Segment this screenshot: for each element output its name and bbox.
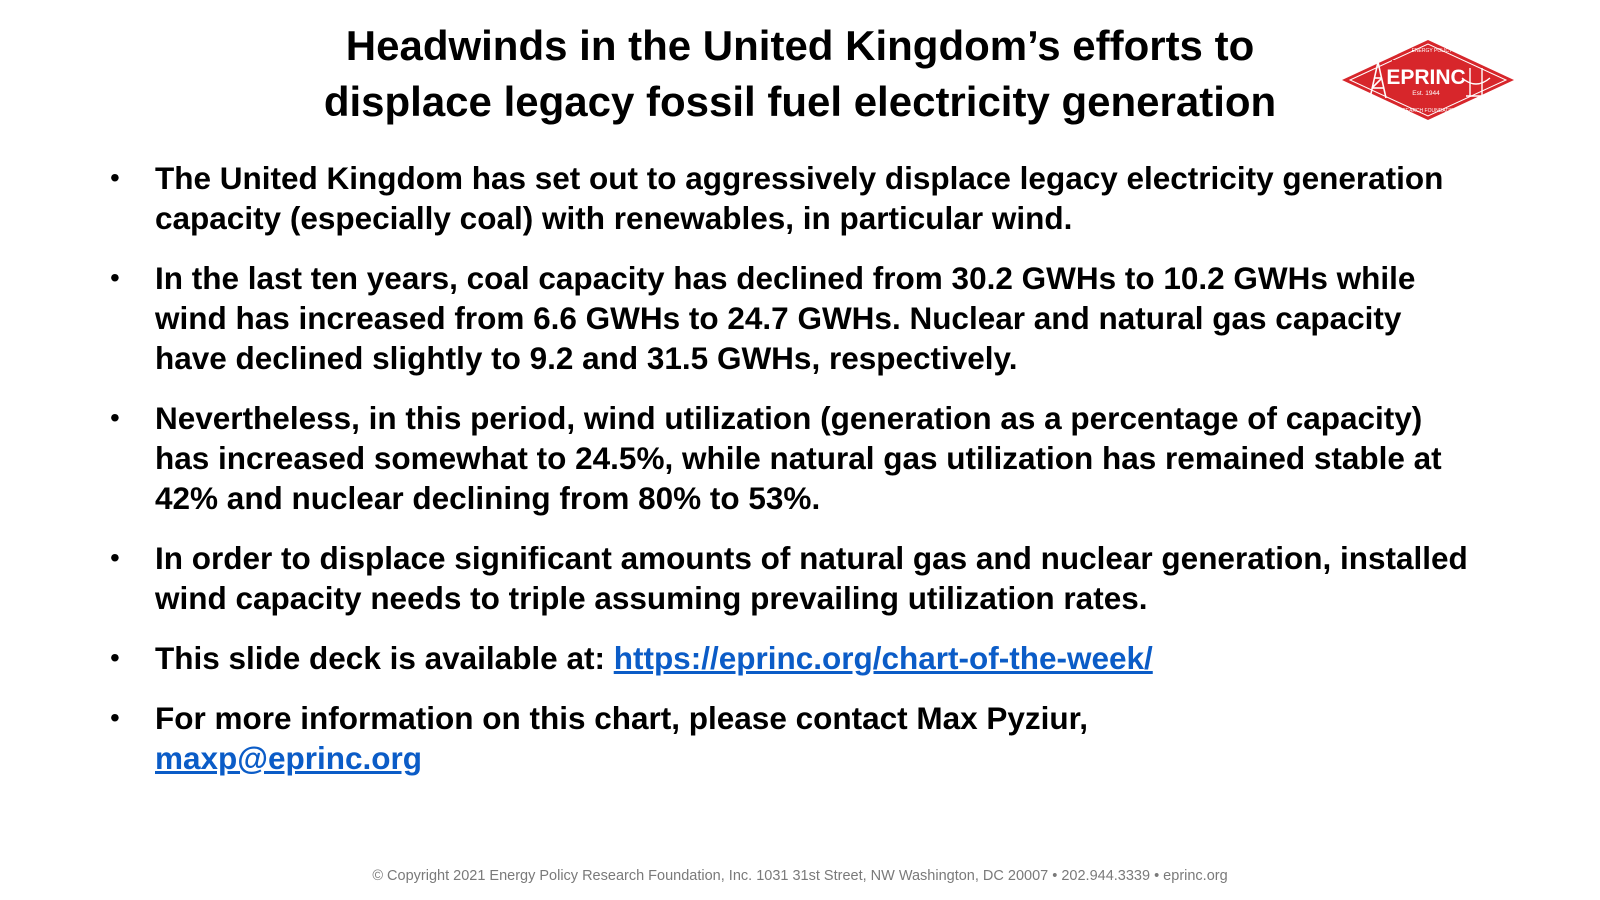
bullet-text — [155, 698, 1480, 778]
contact-label: For more information on this chart, please contact Max Pyziur, — [155, 700, 1088, 736]
bullet-text: In the last ten years, coal capacity has declined from 30.2 GWHs to 10.2 GWHs while wind has increased from 6.6 GWHs to 24.7 GWHs. Nuclear and natural gas capacity have declined slightly to 9.2 and 31.5 GWHs, respectively. — [155, 260, 1416, 376]
bullet-item-contact — [0, 698, 1600, 778]
bullet-text — [155, 638, 1480, 678]
bullet-marker: • — [110, 702, 120, 733]
deck-label: This slide deck is available at: — [155, 640, 614, 676]
contact-email-link[interactable]: maxp@eprinc.org — [155, 740, 423, 776]
bullet-item-deck-link — [0, 638, 1600, 678]
logo-ring-top: ENERGY POLICY — [1411, 48, 1453, 54]
bullet-item — [0, 398, 1600, 518]
bullet-item — [0, 258, 1600, 378]
slide-title — [200, 18, 1400, 130]
eprinc-logo — [1340, 38, 1516, 122]
bullet-item — [0, 538, 1600, 618]
bullet-marker: • — [110, 542, 120, 573]
logo-name: EPRINC — [1386, 66, 1466, 89]
bullet-text: In order to displace significant amounts of natural gas and nuclear generation, installed wind capacity needs to triple assuming prevailing utilization rates. — [155, 540, 1468, 616]
logo-ring-bottom: RESEARCH FOUNDATION INC. — [1395, 108, 1469, 114]
copyright-footer: © Copyright 2021 Energy Policy Research Foundation, Inc. 1031 31st Street, NW Washington, DC 20007 • 202.944.3339 • eprinc.org — [372, 868, 1228, 884]
bullet-text: The United Kingdom has set out to aggressively displace legacy electricity generation capacity (especially coal) with renewables, in particular wind. — [155, 160, 1444, 236]
chart-of-the-week-link[interactable]: https://eprinc.org/chart-of-the-week/ — [613, 640, 1153, 676]
logo-est: Est. 1944 — [1412, 90, 1440, 97]
bullet-list — [0, 158, 1600, 798]
title-line-1: Headwinds in the United Kingdom’s efforts to — [345, 22, 1255, 69]
bullet-item — [0, 158, 1600, 238]
bullet-marker: • — [110, 162, 120, 193]
title-line-2: displace legacy fossil fuel electricity generation — [323, 78, 1277, 125]
bullet-marker: • — [110, 262, 120, 293]
bullet-marker: • — [110, 402, 120, 433]
bullet-text: Nevertheless, in this period, wind utilization (generation as a percentage of capacity) has increased somewhat to 24.5%, while natural gas utilization has remained stable at 42% and nuclear declining from 80% to 53%. — [155, 400, 1442, 516]
bullet-marker: • — [110, 642, 120, 673]
